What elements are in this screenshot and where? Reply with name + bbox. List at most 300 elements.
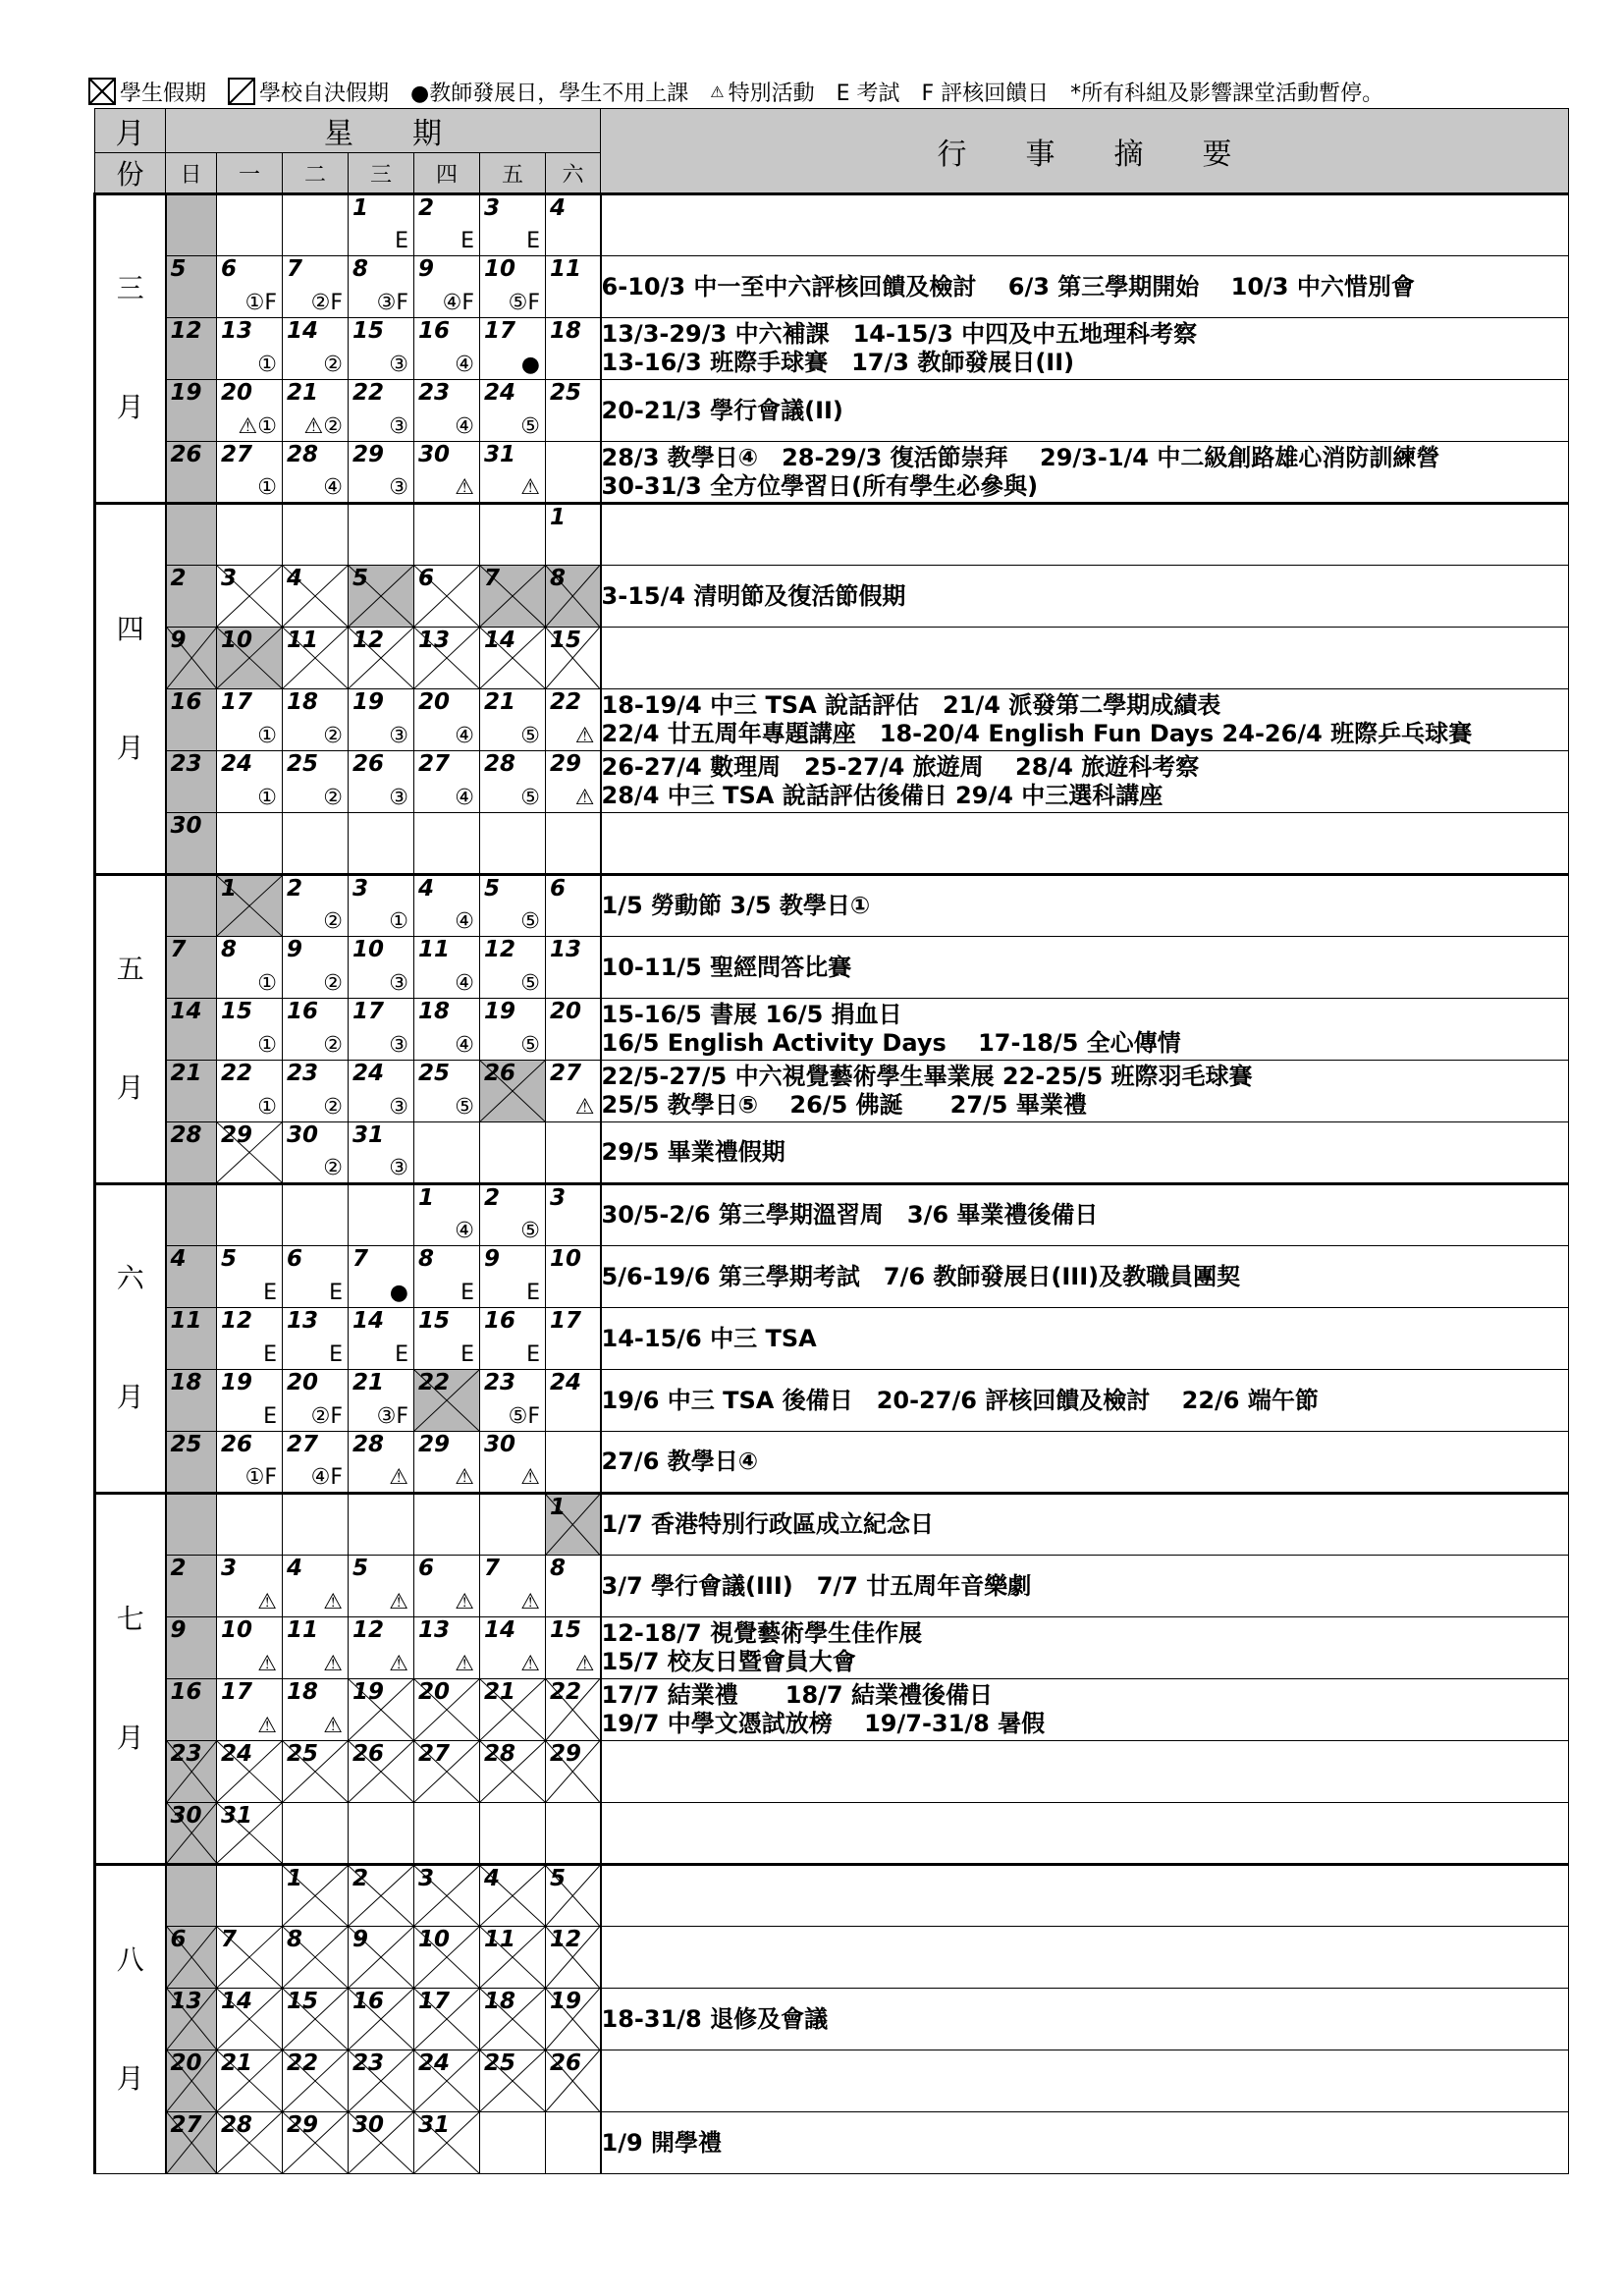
day-cell [283,318,349,380]
day-marker: ③ [389,353,408,377]
day-number: 9 [287,937,303,962]
day-number: 13 [221,318,253,344]
day-cell [349,1122,414,1184]
month-label [95,1494,166,1865]
day-number: 2 [352,1866,369,1891]
day-cell [217,1927,283,1989]
day-cell [414,1246,480,1308]
day-number: 15 [550,1617,582,1643]
day-number: 19 [352,1679,385,1705]
day-marker: ④ [455,971,474,996]
day-cell [349,1679,414,1741]
day-cell [414,1494,480,1556]
week-row [95,1679,1569,1741]
month-label [95,194,166,504]
calendar-table [93,108,1569,2174]
event-line: 18-31/8 退修及會議 [601,2004,829,2033]
day-cell [283,194,349,256]
day-marker: ⑤F [508,291,540,315]
day-number: 15 [550,628,582,653]
day-number: 17 [352,999,385,1024]
day-cell [480,937,546,999]
event-line: 1/7 香港特別行政區成立紀念日 [601,1510,935,1538]
day-cell [217,1865,283,1927]
event-line: 6-10/3 中一至中六評核回饋及檢討 6/3 第三學期開始 10/3 中六惜別會 [601,272,1415,301]
day-cell [349,1308,414,1370]
day-marker: ⚠ [520,1465,540,1490]
day-number: 8 [287,1927,303,1952]
day-marker: ③ [389,786,408,810]
day-cell [546,1741,601,1803]
day-number: 2 [170,1556,187,1581]
events-cell [601,1122,1569,1184]
week-row [95,1370,1569,1432]
day-cell [166,1865,217,1927]
header-day: 一 [217,153,283,194]
day-number: 16 [287,999,319,1024]
day-cell [349,937,414,999]
day-cell [480,1122,546,1184]
day-number: 14 [484,628,516,653]
day-cell [217,1803,283,1865]
day-number: 5 [484,876,501,902]
day-marker: ③ [389,414,408,439]
day-cell [166,1927,217,1989]
day-cell [546,1246,601,1308]
day-number: 8 [352,256,369,282]
day-number: 16 [418,318,451,344]
day-marker: ⚠ [520,475,540,500]
day-number: 3 [352,876,369,902]
event-line: 30-31/3 全方位學習日(所有學生必參與) [601,471,1039,500]
day-number: 1 [550,505,567,530]
day-number: 6 [418,1556,435,1581]
day-cell [480,2112,546,2174]
day-number: 17 [418,1989,451,2014]
day-cell [414,1927,480,1989]
day-marker: ② [323,724,343,748]
day-marker: E [263,1342,277,1367]
day-number: 18 [287,1679,319,1705]
day-cell [546,999,601,1061]
day-marker: ② [323,353,343,377]
day-number: 31 [221,1803,253,1829]
day-cell [283,566,349,628]
day-cell [349,1865,414,1927]
month-name-top: 四 [116,612,144,645]
day-number: 29 [221,1122,253,1148]
day-number: 25 [287,1741,319,1767]
day-marker: ⚠ [574,724,595,748]
day-number: 12 [484,937,516,962]
events-cell [601,504,1569,566]
events-cell [601,1741,1569,1803]
legend-special: ⚠ 特別活動 [710,81,815,106]
day-cell [349,2050,414,2112]
day-cell [166,1989,217,2050]
day-marker: ③F [376,291,408,315]
day-cell [414,1122,480,1184]
day-marker: ② [323,1156,343,1180]
day-marker: E [329,1342,343,1367]
events-cell [601,689,1569,751]
day-number: 14 [170,999,202,1024]
day-cell [283,1494,349,1556]
month-name-top: 八 [116,1942,144,1976]
day-number: 16 [352,1989,385,2014]
day-cell [546,256,601,318]
calendar-body [95,194,1569,2174]
day-number: 20 [550,999,582,1024]
day-number: 5 [352,1556,369,1581]
day-marker: E [263,1404,277,1429]
day-cell [349,2112,414,2174]
legend-staff-dev: ●教師發展日，學生不用上課 [410,81,689,106]
day-cell [349,1741,414,1803]
legend-school-holiday: 學校自決假期 [228,77,389,107]
day-marker: ⑤ [455,1095,474,1120]
day-cell [480,628,546,689]
header-day: 日 [166,153,217,194]
day-cell [283,1556,349,1617]
day-cell [283,1432,349,1494]
day-number: 23 [484,1370,516,1395]
day-marker: ⚠ [257,1714,277,1738]
day-number: 26 [484,1061,516,1086]
day-marker: ⑤ [520,1033,540,1058]
events-cell [601,1927,1569,1989]
day-cell [349,1370,414,1432]
day-marker: E [460,229,474,253]
day-marker: ③ [389,971,408,996]
day-cell [217,442,283,504]
day-cell [414,689,480,751]
day-number: 12 [221,1308,253,1334]
day-cell [480,875,546,937]
day-cell [349,689,414,751]
day-number: 27 [550,1061,582,1086]
event-line: 15-16/5 書展 16/5 捐血日 [601,1001,902,1028]
week-row [95,2050,1569,2112]
events-cell [601,1432,1569,1494]
events-cell [601,1617,1569,1679]
event-line: 30/5-2/6 第三學期溫習周 3/6 畢業禮後備日 [601,1201,1099,1229]
event-line: 15/7 校友日暨會員大會 [601,1648,856,1675]
day-cell [283,1061,349,1122]
day-number: 6 [418,566,435,591]
day-number: 28 [484,1741,516,1767]
day-number: 13 [550,937,582,962]
day-cell [349,1432,414,1494]
events-cell [601,1246,1569,1308]
day-number: 22 [221,1061,253,1086]
day-cell [546,628,601,689]
day-cell [480,504,546,566]
day-cell [414,566,480,628]
day-cell [480,1803,546,1865]
week-row [95,1246,1569,1308]
day-cell [166,1308,217,1370]
day-number: 2 [418,195,435,221]
day-cell [349,1184,414,1246]
day-cell [349,1803,414,1865]
day-cell [283,1927,349,1989]
day-cell [480,813,546,875]
day-cell [349,875,414,937]
day-cell [217,1308,283,1370]
day-number: 26 [550,2050,582,2076]
day-marker: ⚠ [574,1652,595,1676]
day-marker: ①F [244,291,277,315]
day-number: 26 [352,1741,385,1767]
day-number: 28 [287,442,319,467]
day-number: 13 [418,1617,451,1643]
event-line: 22/4 廿五周年專題講座 18-20/4 English Fun Days 24-26/4 班際乒乓球賽 [601,720,1473,747]
day-cell [349,1989,414,2050]
day-cell [217,1246,283,1308]
day-cell [480,2050,546,2112]
day-number: 5 [221,1246,238,1272]
day-number: 21 [484,1679,516,1705]
events-cell [601,256,1569,318]
events-cell [601,875,1569,937]
day-number: 23 [418,380,451,406]
day-number: 13 [418,628,451,653]
day-cell [480,1184,546,1246]
header-day: 六 [546,153,601,194]
day-cell [217,256,283,318]
day-cell [217,318,283,380]
day-cell [283,1741,349,1803]
week-row [95,1494,1569,1556]
day-cell [480,1741,546,1803]
header-month: 月 [95,109,166,153]
day-number: 7 [484,1556,501,1581]
day-cell [349,628,414,689]
month-name-top: 五 [116,953,144,986]
day-number: 22 [352,380,385,406]
day-marker: ⚠ [520,1590,540,1614]
day-number: 25 [287,751,319,777]
day-cell [414,751,480,813]
day-cell [414,1184,480,1246]
day-cell [349,194,414,256]
week-row [95,1989,1569,2050]
day-number: 10 [221,1617,253,1643]
day-number: 8 [550,1556,567,1581]
day-cell [546,2050,601,2112]
day-marker: ① [389,909,408,934]
day-number: 22 [287,2050,319,2076]
day-cell [166,318,217,380]
day-marker: ④ [455,414,474,439]
day-cell [166,628,217,689]
day-number: 3 [484,195,501,221]
day-number: 7 [287,256,303,282]
day-number: 23 [287,1061,319,1086]
day-cell [217,1556,283,1617]
day-marker: E [395,229,408,253]
day-marker: ②F [310,291,343,315]
day-cell [283,1617,349,1679]
day-number: 13 [170,1989,202,2014]
week-row [95,1122,1569,1184]
day-marker: ③ [389,724,408,748]
header-month-bottom: 份 [95,153,166,194]
day-cell [480,1308,546,1370]
header-day: 五 [480,153,546,194]
day-number: 12 [170,318,202,344]
day-cell [414,1803,480,1865]
day-number: 18 [484,1989,516,2014]
day-number: 29 [418,1432,451,1457]
day-number: 24 [221,1741,253,1767]
day-cell [546,875,601,937]
day-number: 20 [287,1370,319,1395]
day-number: 30 [170,813,202,839]
day-cell [166,999,217,1061]
day-number: 18 [550,318,582,344]
legend-note: *所有科組及影響課堂活動暫停。 [1070,81,1384,106]
day-number: 29 [550,1741,582,1767]
day-marker: ⚠ [389,1590,408,1614]
day-number: 7 [484,566,501,591]
day-cell [546,1494,601,1556]
day-cell [546,2112,601,2174]
day-number: 23 [352,2050,385,2076]
week-row [95,937,1569,999]
event-line: 19/7 中學文憑試放榜 19/7-31/8 暑假 [601,1710,1046,1737]
day-marker: ② [323,971,343,996]
day-number: 5 [170,256,187,282]
day-cell [546,442,601,504]
day-number: 14 [287,318,319,344]
day-number: 31 [484,442,516,467]
day-number: 18 [287,689,319,715]
day-cell [414,937,480,999]
day-number: 26 [352,751,385,777]
day-cell [217,628,283,689]
week-row [95,1865,1569,1927]
event-line: 29/5 畢業禮假期 [601,1138,785,1166]
week-row [95,1061,1569,1122]
day-number: 27 [418,751,451,777]
day-cell [414,1556,480,1617]
day-cell [283,2050,349,2112]
day-number: 10 [484,256,516,282]
day-marker: ① [257,353,277,377]
day-cell [480,1370,546,1432]
event-line: 16/5 English Activity Days 17-18/5 全心傳情 [601,1029,1181,1057]
day-number: 9 [352,1927,369,1952]
legend [88,75,1542,108]
day-cell [480,380,546,442]
month-name-bottom: 月 [116,1381,144,1413]
day-number: 26 [221,1432,253,1457]
week-row [95,1617,1569,1679]
day-cell [480,1061,546,1122]
events-cell [601,1803,1569,1865]
week-row [95,689,1569,751]
slash-box-icon [228,78,255,105]
day-marker: ② [323,909,343,934]
day-number: 3 [221,1556,238,1581]
day-number: 3 [418,1866,435,1891]
day-cell [480,318,546,380]
day-cell [166,504,217,566]
day-marker: E [329,1281,343,1305]
week-row [95,1556,1569,1617]
day-cell [546,1865,601,1927]
event-line: 28/3 教學日④ 28-29/3 復活節崇拜 29/3-1/4 中二級創路雄心消防訓練營 [601,443,1440,471]
day-cell [349,504,414,566]
events-cell [601,1370,1569,1432]
day-cell [414,875,480,937]
day-marker: ②F [310,1404,343,1429]
day-cell [480,194,546,256]
week-row [95,628,1569,689]
day-cell [349,380,414,442]
day-number: 19 [352,689,385,715]
month-label [95,875,166,1184]
day-number: 11 [287,1617,319,1643]
events-cell [601,1308,1569,1370]
day-number: 22 [418,1370,451,1395]
month-name-bottom: 月 [116,2061,144,2095]
day-cell [414,194,480,256]
day-cell [166,442,217,504]
day-cell [166,1803,217,1865]
events-cell [601,813,1569,875]
events-cell [601,442,1569,504]
day-number: 25 [418,1061,451,1086]
day-marker: E [526,229,540,253]
event-line: 14-15/6 中三 TSA [601,1324,817,1352]
day-number: 3 [221,566,238,591]
day-cell [217,937,283,999]
day-number: 25 [484,2050,516,2076]
header-events: 行 事 摘 要 [601,109,1569,194]
day-cell [166,2050,217,2112]
day-cell [480,1432,546,1494]
day-number: 11 [418,937,451,962]
day-number: 23 [170,751,202,777]
day-marker: ④ [455,1219,474,1243]
event-line: 3/7 學行會議(III) 7/7 廿五周年音樂劇 [601,1571,1032,1600]
week-row [95,999,1569,1061]
day-number: 1 [287,1866,303,1891]
day-cell [546,1370,601,1432]
day-number: 18 [418,999,451,1024]
day-cell [414,813,480,875]
week-row [95,256,1569,318]
day-cell [546,1989,601,2050]
day-cell [414,1989,480,2050]
day-cell [546,1061,601,1122]
day-cell [546,380,601,442]
header-day: 四 [414,153,480,194]
day-number: 20 [221,380,253,406]
day-cell [217,1741,283,1803]
week-row [95,194,1569,256]
day-number: 19 [170,380,202,406]
week-row [95,875,1569,937]
day-cell [217,1432,283,1494]
events-cell [601,1494,1569,1556]
day-cell [414,1308,480,1370]
day-number: 29 [550,751,582,777]
day-number: 1 [352,195,369,221]
